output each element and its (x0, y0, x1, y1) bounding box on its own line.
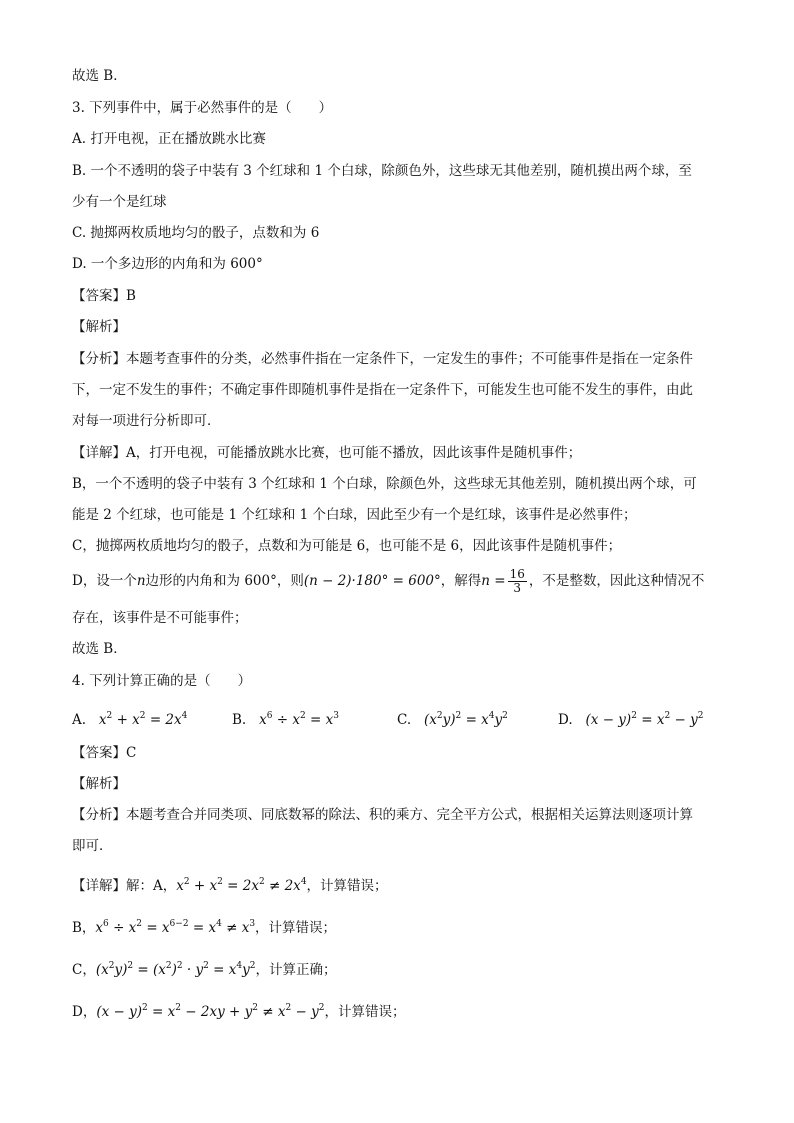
q3-answer: 【答案】B (72, 288, 136, 304)
q4-option-c: C. $(x^2y)^2 = x^4y^2$ (397, 711, 508, 728)
q3-detail-d-lhs: n = (481, 573, 506, 589)
q3-option-d: D. 一个多边形的内角和为 600° (72, 256, 263, 272)
q4-detail-a-pre: 【详解】解：A， (72, 878, 177, 894)
q4-option-b: B. $x^6 \div x^2 = x^3$ (232, 711, 339, 728)
q3-detail-d-mid1: 边形的内角和为 600°，则 (145, 573, 304, 589)
q4-detail-a-post: ，计算错误； (306, 878, 388, 894)
conclusion-line: 故选 B． (72, 68, 127, 84)
q4-option-d-label: D. (558, 712, 573, 728)
q4-option-b-label: B. (232, 712, 247, 728)
q3-detail-d-mid2: ，解得 (440, 573, 482, 589)
q3-option-b-line2: 少有一个是红球 (72, 194, 167, 210)
q4-fenxi-line1: 【分析】本题考查合并同类项、同底数幂的除法、积的乘方、完全平方公式，根据相关运算法则逐项计算 (72, 807, 693, 823)
q4-analysis-heading: 【解析】 (72, 776, 126, 792)
q4-detail-b: B，$x^6 \div x^2 = x^{6-2} = x^4 \ne x^3$，计算错误； (72, 919, 337, 936)
q4-detail-c-pre: C， (72, 962, 96, 978)
q3-detail-d-equation: (n − 2)·180° = 600° (303, 573, 441, 589)
q3-option-b-line1: B. 一个不透明的袋子中装有 3 个红球和 1 个白球，除颜色外，这些球无其他差别，随机摸出两个球，至 (72, 163, 692, 179)
q4-option-d: D. $(x - y)^2 = x^2 - y^2$ (558, 711, 704, 728)
q4-detail-d-post: ，计算错误； (324, 1004, 406, 1020)
q4-options-row (72, 706, 734, 728)
q3-detail-d-line1 (72, 566, 734, 596)
q3-fenxi-line2: 下，一定不发生的事件；不确定事件即随机事件是指在一定条件下，可能发生也可能不发生的事件，由此 (72, 382, 693, 398)
q4-detail-d-pre: D， (72, 1004, 97, 1020)
fraction-numerator: 16 (509, 567, 525, 581)
q3-detail-d-fraction (508, 568, 527, 595)
q4-stem: 4. 下列计算正确的是（ ） (72, 673, 252, 689)
q4-detail-b-pre: B， (72, 920, 96, 936)
q3-detail-d-line2: 存在，该事件是不可能事件； (72, 610, 248, 626)
q3-option-a: A. 打开电视，正在播放跳水比赛 (72, 131, 266, 147)
q4-detail-c-post: ，计算正确； (255, 962, 337, 978)
q4-detail-b-post: ，计算错误； (255, 920, 337, 936)
conclusion-line-2: 故选 B． (72, 641, 127, 657)
q4-option-c-label: C. (397, 712, 412, 728)
q3-analysis-heading: 【解析】 (72, 319, 126, 335)
q3-fenxi-line3: 对每一项进行分析即可． (72, 413, 221, 429)
q3-stem: 3. 下列事件中，属于必然事件的是（ ） (72, 100, 333, 116)
q4-fenxi-line2: 即可． (72, 838, 113, 854)
q3-detail-b1: B，一个不透明的袋子中装有 3 个红球和 1 个白球，除颜色外，这些球无其他差别，随机摸出两个球，可 (72, 476, 697, 492)
q3-detail-d-post: ，不是整数，因此这种情况不 (528, 573, 705, 589)
q4-answer: 【答案】C (72, 745, 137, 761)
q3-detail-c: C，抛掷两枚质地均匀的骰子，点数和为可能是 6，也可能不是 6，因此该事件是随机事件； (72, 538, 622, 554)
q3-fenxi-line1: 【分析】本题考查事件的分类，必然事件指在一定条件下，一定发生的事件；不可能事件是指在一定条件 (72, 351, 693, 367)
q3-detail-b2: 能是 2 个红球，也可能是 1 个红球和 1 个白球，因此至少有一个是红球，该事件是必然事件； (72, 507, 637, 523)
q3-option-c: C. 抛掷两枚质地均匀的骰子，点数和为 6 (72, 225, 320, 241)
q4-option-a: A. $x^2 + x^2 = 2x^4$ (72, 711, 188, 728)
q4-detail-a: 【详解】解：A，$x^2 + x^2 = 2x^2 \ne 2x^4$，计算错误； (72, 877, 388, 894)
q4-detail-d: D，$(x - y)^2 = x^2 - 2xy + y^2 \ne x^2 - y^2$，计算错误； (72, 1003, 406, 1020)
q4-option-a-label: A. (72, 712, 87, 728)
q4-detail-c: C，$(x^2y)^2 = (x^2)^2 \cdot y^2 = x^4y^2$，计算正确； (72, 961, 337, 978)
q3-detail-d-pre: D，设一个 (72, 573, 137, 589)
fraction-denominator: 3 (513, 581, 522, 595)
q3-detail-d-n: n (136, 573, 146, 589)
q3-detail-a: 【详解】A，打开电视，可能播放跳水比赛，也可能不播放，因此该事件是随机事件； (72, 445, 582, 461)
